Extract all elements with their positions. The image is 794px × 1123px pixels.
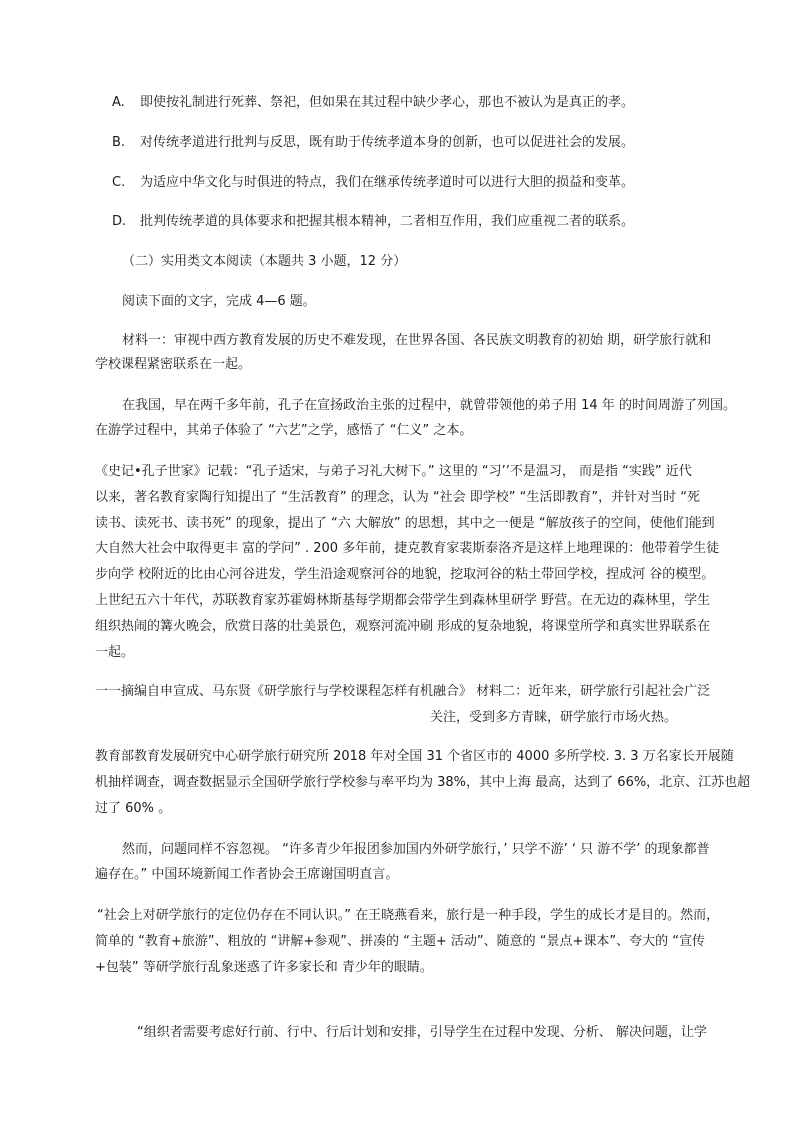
option-c: C. 为适应中华文化与时俱进的特点，我们在继承传统孝道时可以进行大胆的损益和变革。 <box>112 175 635 190</box>
source-line: 一一摘编自申宣成、马东贤《研学旅行与学校课程怎样有机融合》 材料二：近年来，研学旅行引起社会广泛 <box>95 684 711 699</box>
text-line: 然而，问题同样不容忽视。 “许多青少年报团参加国内外研学旅行，’ 只学不游’ ‘ 只 游不学’ 的现象都普 <box>122 842 710 857</box>
instruction: 阅读下面的文字，完成 4—6 题。 <box>122 294 316 309</box>
text-line: 以来，著名教育家陶行知提出了 “生活教育” 的理念，认为 “社会 即学校” “生活即教育”，并针对当时 “死 <box>95 490 700 505</box>
text-line: 上世纪五六十年代，苏联教育家苏霍姆林斯基每学期都会带学生到森林里研学 野营。在无边的森林里，学生 <box>95 593 711 608</box>
section-heading: （二）实用类文本阅读（本题共 3 小题，12 分） <box>122 254 407 269</box>
option-b: B. 对传统孝道进行批判与反思，既有助于传统孝道本身的创新，也可以促进社会的发展。 <box>112 135 635 150</box>
text-line: 学校课程紧密联系在一起。 <box>95 357 252 372</box>
text-line: 机抽样调查，调查数据显示全国研学旅行学校参与率平均为 38%，其中上海 最高，达到了 66%，北京、江苏也超 <box>95 775 751 790</box>
option-d: D. 批判传统孝道的具体要求和把握其根本精神，二者相互作用，我们应重视二者的联系。 <box>112 214 635 229</box>
text-line: “社会上对研学旅行的定位仍存在不同认识。” 在王晓燕看来，旅行是一种手段，学生的成长才是目的。然而， <box>97 908 720 923</box>
text-line: +包装” 等研学旅行乱象迷惑了许多家长和 青少年的眼睛。 <box>95 960 433 975</box>
option-a: A. 即使按礼制进行死葬、祭祀，但如果在其过程中缺少孝心，那也不被认为是真正的孝。 <box>112 95 635 110</box>
text-line: 大自然大社会中取得更丰 富的学问” . 200 多年前，捷克教育家裴斯泰洛齐是这样上地理课的：他带着学生徒 <box>95 541 720 556</box>
source-line: 关注，受到多方青睐，研学旅行市场火热。 <box>430 710 678 725</box>
text-line: 一起。 <box>95 645 135 660</box>
text-line: 遍存在。” 中国环境新闻工作者协会王席谢国明直言。 <box>95 867 399 882</box>
text-line: 教育部教育发展研究中心研学旅行研究所 2018 年对全国 31 个省区市的 4000 多所学校. 3. 3 万名家长开展随 <box>95 749 734 764</box>
text-line: 在游学过程中，其弟子体验了 “六艺”之学，感悟了 “仁义” 之本。 <box>95 423 473 438</box>
text-line: 简单的 “教育+旅游”、粗放的 “讲解+参观”、拼凑的 “主题+ 活动”、随意的 “景点+课本”、夸大的 “宣传 <box>95 934 705 949</box>
text-line: 组织热闹的篝火晚会，欣赏日落的壮美景色，观察河流冲刷 形成的复杂地貌，将课堂所学和真实世界联系在 <box>95 619 711 634</box>
text-line: 过了 60% 。 <box>95 801 172 816</box>
text-line: 步向学 校附近的比由心河谷进发，学生沿途观察河谷的地貌，挖取河谷的粘土带回学校，捏成河 谷的模型。 <box>95 567 715 582</box>
text-line: “组织者需要考虑好行前、行中、行后计划和安排，引导学生在过程中发现、分析、 解决问题，让学 <box>137 1025 707 1040</box>
text-line: 《史记•孔子世家》记载：“孔子适宋，与弟子习礼大树下。” 这里的 “习’’不是温习， 而是指 “实践” 近代 <box>95 464 692 479</box>
text-line: 在我国，早在两千多年前，孔子在宣扬政治主张的过程中，就曾带领他的弟子用 14 年 的时间周游了列国。 <box>122 398 736 413</box>
text-line: 读书、读死书、读书死” 的现象，提出了 “六 大解放” 的思想，其中之一便是 “解放孩子的空间，使他们能到 <box>95 516 715 531</box>
text-line: 材料一：审视中西方教育发展的历史不难发现，在世界各国、各民族文明教育的初始 期，研学旅行就和 <box>122 333 712 348</box>
